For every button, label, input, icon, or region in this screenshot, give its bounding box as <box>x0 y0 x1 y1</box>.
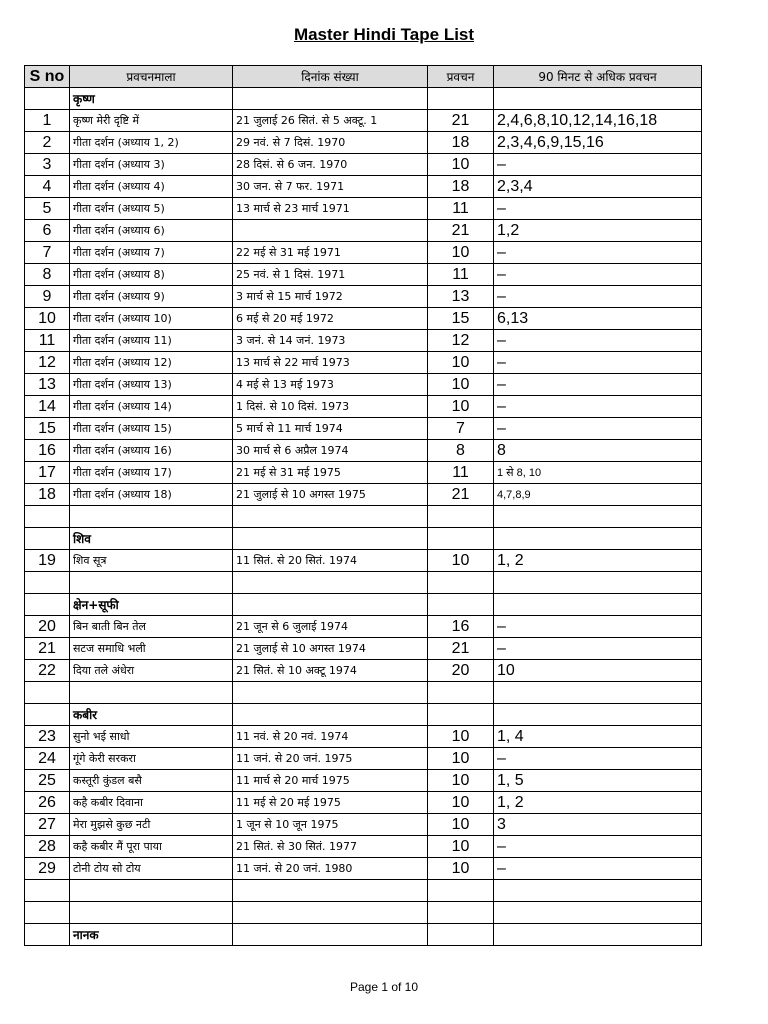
series-cell: गीता दर्शन (अध्याय 10) <box>70 308 233 330</box>
sno-cell: 5 <box>25 198 70 220</box>
dates-cell: 3 मार्च से 15 मार्च 1972 <box>233 286 428 308</box>
empty-cell <box>428 506 494 528</box>
empty-cell <box>233 704 428 726</box>
sno-cell: 21 <box>25 638 70 660</box>
table-row <box>25 374 702 396</box>
empty-cell <box>25 572 70 594</box>
empty-cell <box>494 572 702 594</box>
empty-cell <box>233 924 428 946</box>
over-90-cell: 1,2 <box>494 220 702 242</box>
table-row <box>25 638 702 660</box>
table-row <box>25 308 702 330</box>
empty-cell <box>25 594 70 616</box>
count-cell: 12 <box>428 330 494 352</box>
series-cell: कहै कबीर मैं पूरा पाया <box>70 836 233 858</box>
over-90-cell: – <box>494 286 702 308</box>
count-cell: 10 <box>428 374 494 396</box>
series-cell: गीता दर्शन (अध्याय 13) <box>70 374 233 396</box>
empty-cell <box>428 528 494 550</box>
empty-cell <box>25 506 70 528</box>
dates-cell: 6 मई से 20 मई 1972 <box>233 308 428 330</box>
series-cell: टोनी टोय सो टोय <box>70 858 233 880</box>
over-90-cell: 2,4,6,8,10,12,14,16,18 <box>494 110 702 132</box>
empty-cell <box>25 880 70 902</box>
sno-cell: 8 <box>25 264 70 286</box>
series-cell: गीता दर्शन (अध्याय 11) <box>70 330 233 352</box>
empty-cell <box>25 902 70 924</box>
table-header-row <box>25 66 702 88</box>
dates-cell: 13 मार्च से 22 मार्च 1973 <box>233 352 428 374</box>
group-header-row <box>25 88 702 110</box>
group-label: शिव <box>70 528 233 550</box>
count-cell: 20 <box>428 660 494 682</box>
blank-row <box>25 902 702 924</box>
series-cell: गीता दर्शन (अध्याय 7) <box>70 242 233 264</box>
over-90-cell: 1, 2 <box>494 792 702 814</box>
series-cell: गीता दर्शन (अध्याय 5) <box>70 198 233 220</box>
over-90-cell: – <box>494 198 702 220</box>
group-header-row <box>25 924 702 946</box>
count-cell: 18 <box>428 176 494 198</box>
series-cell: गीता दर्शन (अध्याय 9) <box>70 286 233 308</box>
empty-cell <box>25 704 70 726</box>
blank-row <box>25 506 702 528</box>
over-90-cell: – <box>494 352 702 374</box>
over-90-cell: 2,3,4 <box>494 176 702 198</box>
over-90-cell: 10 <box>494 660 702 682</box>
empty-cell <box>70 682 233 704</box>
over-90-cell: 3 <box>494 814 702 836</box>
table-row <box>25 858 702 880</box>
column-header-sno: S no <box>25 66 70 88</box>
table-row <box>25 154 702 176</box>
empty-cell <box>428 924 494 946</box>
over-90-cell: 1, 4 <box>494 726 702 748</box>
empty-cell <box>233 880 428 902</box>
series-cell: कृष्ण मेरी दृष्टि में <box>70 110 233 132</box>
count-cell: 10 <box>428 154 494 176</box>
sno-cell: 12 <box>25 352 70 374</box>
empty-cell <box>70 506 233 528</box>
series-cell: गीता दर्शन (अध्याय 3) <box>70 154 233 176</box>
empty-cell <box>428 594 494 616</box>
dates-cell: 11 मार्च से 20 मार्च 1975 <box>233 770 428 792</box>
sno-cell: 4 <box>25 176 70 198</box>
table-row <box>25 770 702 792</box>
sno-cell: 24 <box>25 748 70 770</box>
empty-cell <box>428 704 494 726</box>
series-cell: सुनो भई साधो <box>70 726 233 748</box>
dates-cell: 11 सितं. से 20 सितं. 1974 <box>233 550 428 572</box>
dates-cell <box>233 220 428 242</box>
table-row <box>25 792 702 814</box>
empty-cell <box>494 528 702 550</box>
dates-cell: 29 नवं. से 7 दिसं. 1970 <box>233 132 428 154</box>
table-row <box>25 748 702 770</box>
group-label: नानक <box>70 924 233 946</box>
empty-cell <box>25 88 70 110</box>
dates-cell: 21 जुलाई 26 सितं. से 5 अक्टू. 1 <box>233 110 428 132</box>
sno-cell: 26 <box>25 792 70 814</box>
table-row <box>25 440 702 462</box>
sno-cell: 19 <box>25 550 70 572</box>
empty-cell <box>494 704 702 726</box>
series-cell: गीता दर्शन (अध्याय 16) <box>70 440 233 462</box>
over-90-cell: 1, 2 <box>494 550 702 572</box>
over-90-cell: – <box>494 374 702 396</box>
table-row <box>25 462 702 484</box>
sno-cell: 14 <box>25 396 70 418</box>
series-cell: गीता दर्शन (अध्याय 12) <box>70 352 233 374</box>
table-row <box>25 352 702 374</box>
empty-cell <box>428 88 494 110</box>
series-cell: कहै कबीर दिवाना <box>70 792 233 814</box>
count-cell: 15 <box>428 308 494 330</box>
count-cell: 18 <box>428 132 494 154</box>
empty-cell <box>494 880 702 902</box>
empty-cell <box>494 506 702 528</box>
empty-cell <box>233 902 428 924</box>
dates-cell: 11 जनं. से 20 जनं. 1980 <box>233 858 428 880</box>
group-header-row <box>25 528 702 550</box>
over-90-cell: – <box>494 418 702 440</box>
series-cell: सटज समाधि भली <box>70 638 233 660</box>
sno-cell: 22 <box>25 660 70 682</box>
dates-cell: 28 दिसं. से 6 जन. 1970 <box>233 154 428 176</box>
dates-cell: 21 जुलाई से 10 अगस्त 1974 <box>233 638 428 660</box>
table-row <box>25 176 702 198</box>
empty-cell <box>428 572 494 594</box>
count-cell: 11 <box>428 264 494 286</box>
empty-cell <box>494 902 702 924</box>
series-cell: गीता दर्शन (अध्याय 14) <box>70 396 233 418</box>
series-cell: दिया तले अंधेरा <box>70 660 233 682</box>
dates-cell: 1 दिसं. से 10 दिसं. 1973 <box>233 396 428 418</box>
series-cell: गीता दर्शन (अध्याय 1, 2) <box>70 132 233 154</box>
group-header-row <box>25 704 702 726</box>
series-cell: गीता दर्शन (अध्याय 8) <box>70 264 233 286</box>
count-cell: 16 <box>428 616 494 638</box>
sno-cell: 18 <box>25 484 70 506</box>
sno-cell: 3 <box>25 154 70 176</box>
count-cell: 13 <box>428 286 494 308</box>
dates-cell: 21 मई से 31 मई 1975 <box>233 462 428 484</box>
over-90-cell: 6,13 <box>494 308 702 330</box>
sno-cell: 1 <box>25 110 70 132</box>
over-90-cell: 1 से 8, 10 <box>494 462 702 484</box>
count-cell: 11 <box>428 198 494 220</box>
count-cell: 10 <box>428 814 494 836</box>
empty-cell <box>233 88 428 110</box>
dates-cell: 3 जनं. से 14 जनं. 1973 <box>233 330 428 352</box>
dates-cell: 11 जनं. से 20 जनं. 1975 <box>233 748 428 770</box>
table-row <box>25 484 702 506</box>
dates-cell: 13 मार्च से 23 मार्च 1971 <box>233 198 428 220</box>
table-body <box>25 88 702 946</box>
blank-row <box>25 880 702 902</box>
blank-row <box>25 682 702 704</box>
empty-cell <box>233 572 428 594</box>
sno-cell: 25 <box>25 770 70 792</box>
blank-row <box>25 572 702 594</box>
over-90-cell: – <box>494 154 702 176</box>
count-cell: 21 <box>428 110 494 132</box>
empty-cell <box>233 682 428 704</box>
table-row <box>25 814 702 836</box>
tape-list-table <box>24 65 702 946</box>
table-row <box>25 396 702 418</box>
dates-cell: 1 जून से 10 जून 1975 <box>233 814 428 836</box>
over-90-cell: – <box>494 748 702 770</box>
dates-cell: 30 जन. से 7 फर. 1971 <box>233 176 428 198</box>
table-row <box>25 286 702 308</box>
dates-cell: 22 मई से 31 मई 1971 <box>233 242 428 264</box>
over-90-cell: 1, 5 <box>494 770 702 792</box>
empty-cell <box>70 880 233 902</box>
column-header-series: प्रवचनमाला <box>70 66 233 88</box>
over-90-cell: – <box>494 264 702 286</box>
series-cell: गीता दर्शन (अध्याय 17) <box>70 462 233 484</box>
dates-cell: 21 जुलाई से 10 अगस्त 1975 <box>233 484 428 506</box>
count-cell: 10 <box>428 242 494 264</box>
table-row <box>25 836 702 858</box>
count-cell: 10 <box>428 748 494 770</box>
sno-cell: 28 <box>25 836 70 858</box>
series-cell: गीता दर्शन (अध्याय 15) <box>70 418 233 440</box>
empty-cell <box>494 924 702 946</box>
count-cell: 21 <box>428 220 494 242</box>
table-row <box>25 110 702 132</box>
sno-cell: 29 <box>25 858 70 880</box>
table-row <box>25 418 702 440</box>
over-90-cell: – <box>494 616 702 638</box>
table-row <box>25 264 702 286</box>
sno-cell: 6 <box>25 220 70 242</box>
empty-cell <box>494 594 702 616</box>
sno-cell: 27 <box>25 814 70 836</box>
table-row <box>25 132 702 154</box>
empty-cell <box>70 572 233 594</box>
count-cell: 21 <box>428 484 494 506</box>
empty-cell <box>25 682 70 704</box>
sno-cell: 17 <box>25 462 70 484</box>
empty-cell <box>494 88 702 110</box>
sno-cell: 13 <box>25 374 70 396</box>
over-90-cell: – <box>494 396 702 418</box>
dates-cell: 11 मई से 20 मई 1975 <box>233 792 428 814</box>
column-header-dates: दिनांक संख्या <box>233 66 428 88</box>
table-row <box>25 660 702 682</box>
count-cell: 10 <box>428 726 494 748</box>
empty-cell <box>70 902 233 924</box>
column-header-count: प्रवचन <box>428 66 494 88</box>
sno-cell: 23 <box>25 726 70 748</box>
column-header-over-90: 90 मिनट से अधिक प्रवचन <box>494 66 702 88</box>
count-cell: 10 <box>428 550 494 572</box>
group-header-row <box>25 594 702 616</box>
empty-cell <box>494 682 702 704</box>
count-cell: 8 <box>428 440 494 462</box>
over-90-cell: – <box>494 836 702 858</box>
sno-cell: 20 <box>25 616 70 638</box>
over-90-cell: – <box>494 858 702 880</box>
dates-cell: 30 मार्च से 6 अप्रैल 1974 <box>233 440 428 462</box>
table-row <box>25 550 702 572</box>
table-row <box>25 616 702 638</box>
series-cell: गीता दर्शन (अध्याय 4) <box>70 176 233 198</box>
series-cell: गीता दर्शन (अध्याय 6) <box>70 220 233 242</box>
series-cell: गीता दर्शन (अध्याय 18) <box>70 484 233 506</box>
table-row <box>25 726 702 748</box>
count-cell: 10 <box>428 836 494 858</box>
series-cell: बिन बाती बिन तेल <box>70 616 233 638</box>
dates-cell: 25 नवं. से 1 दिसं. 1971 <box>233 264 428 286</box>
dates-cell: 5 मार्च से 11 मार्च 1974 <box>233 418 428 440</box>
empty-cell <box>25 924 70 946</box>
dates-cell: 21 सितं. से 10 अक्टू 1974 <box>233 660 428 682</box>
dates-cell: 11 नवं. से 20 नवं. 1974 <box>233 726 428 748</box>
sno-cell: 11 <box>25 330 70 352</box>
over-90-cell: 4,7,8,9 <box>494 484 702 506</box>
table-row <box>25 330 702 352</box>
table-row <box>25 198 702 220</box>
dates-cell: 4 मई से 13 मई 1973 <box>233 374 428 396</box>
count-cell: 10 <box>428 858 494 880</box>
group-label: कबीर <box>70 704 233 726</box>
count-cell: 10 <box>428 396 494 418</box>
series-cell: गूंगे केरी सरकरा <box>70 748 233 770</box>
page-title: Master Hindi Tape List <box>293 25 475 44</box>
dates-cell: 21 जून से 6 जुलाई 1974 <box>233 616 428 638</box>
empty-cell <box>233 506 428 528</box>
group-label: क्षेन+सूफी <box>70 594 233 616</box>
table-row <box>25 242 702 264</box>
over-90-cell: – <box>494 638 702 660</box>
empty-cell <box>428 682 494 704</box>
page-footer: Page 1 of 10 <box>349 980 419 994</box>
empty-cell <box>428 880 494 902</box>
dates-cell: 21 सितं. से 30 सितं. 1977 <box>233 836 428 858</box>
over-90-cell: 2,3,4,6,9,15,16 <box>494 132 702 154</box>
sno-cell: 7 <box>25 242 70 264</box>
over-90-cell: – <box>494 330 702 352</box>
empty-cell <box>428 902 494 924</box>
sno-cell: 10 <box>25 308 70 330</box>
over-90-cell: 8 <box>494 440 702 462</box>
sno-cell: 2 <box>25 132 70 154</box>
series-cell: कस्तूरी कुंडल बसै <box>70 770 233 792</box>
empty-cell <box>233 594 428 616</box>
group-label: कृष्ण <box>70 88 233 110</box>
over-90-cell: – <box>494 242 702 264</box>
sno-cell: 9 <box>25 286 70 308</box>
table-row <box>25 220 702 242</box>
count-cell: 11 <box>428 462 494 484</box>
empty-cell <box>233 528 428 550</box>
count-cell: 10 <box>428 792 494 814</box>
empty-cell <box>25 528 70 550</box>
sno-cell: 16 <box>25 440 70 462</box>
count-cell: 10 <box>428 770 494 792</box>
series-cell: शिव सूत्र <box>70 550 233 572</box>
count-cell: 21 <box>428 638 494 660</box>
count-cell: 10 <box>428 352 494 374</box>
count-cell: 7 <box>428 418 494 440</box>
series-cell: मेरा मुझसे कुछ नटी <box>70 814 233 836</box>
sno-cell: 15 <box>25 418 70 440</box>
